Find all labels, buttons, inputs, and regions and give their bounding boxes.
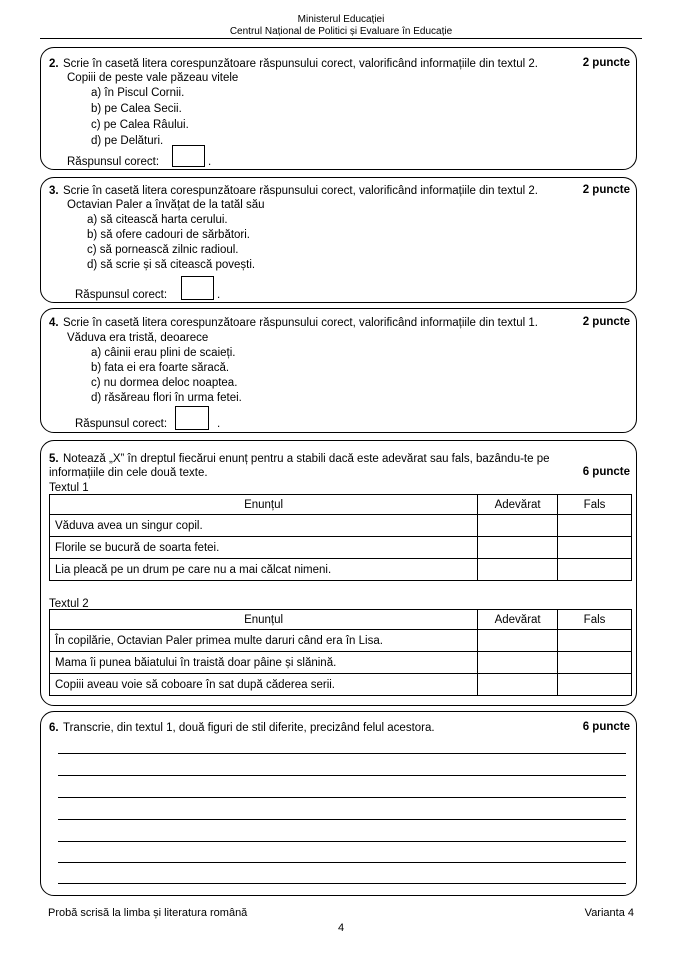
table-header-row: [50, 495, 632, 515]
answer-line[interactable]: [58, 775, 626, 776]
false-cell[interactable]: [558, 537, 632, 559]
true-cell[interactable]: [478, 515, 558, 537]
q5-text2-label: Textul 2: [49, 598, 89, 610]
q5-table-text1: [49, 494, 632, 581]
q6-points: 6 puncte: [582, 721, 630, 733]
true-cell[interactable]: [478, 559, 558, 581]
false-cell[interactable]: [558, 652, 632, 674]
q4-stem: Văduva era tristă, deoarece: [67, 332, 209, 344]
true-cell[interactable]: [478, 674, 558, 696]
statement-cell: În copilărie, Octavian Paler primea multe daruri când era în Lisa.: [50, 630, 478, 652]
answer-line[interactable]: [58, 797, 626, 798]
answer-line[interactable]: [58, 883, 626, 884]
q3-instruction: Scrie în casetă litera corespunzătoare răspunsului corect, valorificând informațiile din textul 2.: [63, 185, 538, 197]
true-cell[interactable]: [478, 630, 558, 652]
q5-instruction-line2: informațiile din cele două texte.: [49, 467, 208, 479]
false-cell[interactable]: [558, 515, 632, 537]
answer-line[interactable]: [58, 753, 626, 754]
q2-stem: Copiii de peste vale păzeau vitele: [67, 72, 239, 84]
col-header-statement: Enunțul: [50, 610, 478, 630]
q2-answer-label: Răspunsul corect:: [67, 156, 160, 168]
q3-option-d: d) să scrie și să citească povești.: [87, 259, 256, 271]
header-ministry: Ministerul Educației: [297, 14, 385, 25]
q4-answer-label: Răspunsul corect:: [75, 418, 168, 430]
q4-option-d: d) răsăreau flori în urma fetei.: [91, 392, 242, 404]
question-2-box: [40, 47, 637, 170]
statement-cell: Văduva avea un singur copil.: [50, 515, 478, 537]
col-header-false: Fals: [558, 495, 632, 515]
col-header-true: Adevărat: [478, 495, 558, 515]
question-6-box: [40, 711, 637, 896]
q3-option-b: b) să ofere cadouri de sărbători.: [87, 229, 251, 241]
q2-instruction: Scrie în casetă litera corespunzătoare răspunsului corect, valorificând informațiile din textul 2.: [63, 58, 538, 70]
q2-answer-box[interactable]: [172, 145, 205, 167]
answer-line[interactable]: [58, 841, 626, 842]
question-3-box: [40, 177, 637, 303]
q2-answer-period: .: [208, 156, 212, 168]
q5-table-text2: [49, 609, 632, 696]
q3-stem: Octavian Paler a învățat de la tatăl său: [67, 199, 265, 211]
q2-points: 2 puncte: [582, 57, 630, 69]
true-cell[interactable]: [478, 652, 558, 674]
q5-number: 5.: [49, 453, 59, 465]
true-cell[interactable]: [478, 537, 558, 559]
answer-line[interactable]: [58, 819, 626, 820]
header-divider: [40, 38, 642, 39]
table-header-row: [50, 610, 632, 630]
q2-option-d: d) pe Delături.: [91, 135, 164, 147]
false-cell[interactable]: [558, 559, 632, 581]
q4-option-a: a) câinii erau plini de scaieți.: [91, 347, 236, 359]
footer-variant: Varianta 4: [584, 907, 634, 919]
page-number: 4: [337, 922, 345, 934]
q3-option-c: c) să pornească zilnic radioul.: [87, 244, 239, 256]
q6-instruction: Transcrie, din textul 1, două figuri de stil diferite, precizând felul acestora.: [63, 722, 435, 734]
table-row: [50, 674, 632, 696]
answer-line[interactable]: [58, 862, 626, 863]
q2-option-a: a) în Piscul Cornii.: [91, 87, 185, 99]
table-row: [50, 537, 632, 559]
question-5-box: [40, 440, 637, 706]
col-header-statement: Enunțul: [50, 495, 478, 515]
table-row: [50, 652, 632, 674]
q6-number: 6.: [49, 722, 59, 734]
q2-option-b: b) pe Calea Secii.: [91, 103, 182, 115]
col-header-false: Fals: [558, 610, 632, 630]
q3-answer-label: Răspunsul corect:: [75, 289, 168, 301]
q4-answer-period: .: [217, 418, 221, 430]
q4-option-b: b) fata ei era foarte săracă.: [91, 362, 230, 374]
q3-points: 2 puncte: [582, 184, 630, 196]
statement-cell: Lia pleacă pe un drum pe care nu a mai călcat nimeni.: [50, 559, 478, 581]
q4-instruction: Scrie în casetă litera corespunzătoare răspunsului corect, valorificând informațiile din textul 1.: [63, 317, 538, 329]
statement-cell: Mama îi punea băiatului în traistă doar pâine și slănină.: [50, 652, 478, 674]
q3-option-a: a) să citească harta cerului.: [87, 214, 228, 226]
q4-points: 2 puncte: [582, 316, 630, 328]
q4-answer-box[interactable]: [175, 406, 209, 430]
col-header-true: Adevărat: [478, 610, 558, 630]
question-4-box: [40, 308, 637, 433]
false-cell[interactable]: [558, 674, 632, 696]
q3-answer-box[interactable]: [181, 276, 214, 300]
table-row: [50, 559, 632, 581]
statement-cell: Florile se bucură de soarta fetei.: [50, 537, 478, 559]
q3-answer-period: .: [217, 289, 221, 301]
q4-option-c: c) nu dormea deloc noaptea.: [91, 377, 238, 389]
header-center: Centrul Național de Politici și Evaluare în Educație: [229, 26, 453, 37]
q3-number: 3.: [49, 185, 59, 197]
q5-instruction-line1: Notează „X” în dreptul fiecărui enunț pentru a stabili dacă este adevărat sau fals, bazându-te pe: [63, 453, 550, 465]
statement-cell: Copiii aveau voie să coboare în sat după căderea serii.: [50, 674, 478, 696]
footer-subject: Probă scrisă la limba și literatura română: [48, 907, 248, 919]
q2-number: 2.: [49, 58, 59, 70]
table-row: [50, 630, 632, 652]
q2-option-c: c) pe Calea Râului.: [91, 119, 189, 131]
false-cell[interactable]: [558, 630, 632, 652]
q5-points: 6 puncte: [582, 466, 630, 478]
table-row: [50, 515, 632, 537]
q5-text1-label: Textul 1: [49, 482, 89, 494]
q4-number: 4.: [49, 317, 59, 329]
